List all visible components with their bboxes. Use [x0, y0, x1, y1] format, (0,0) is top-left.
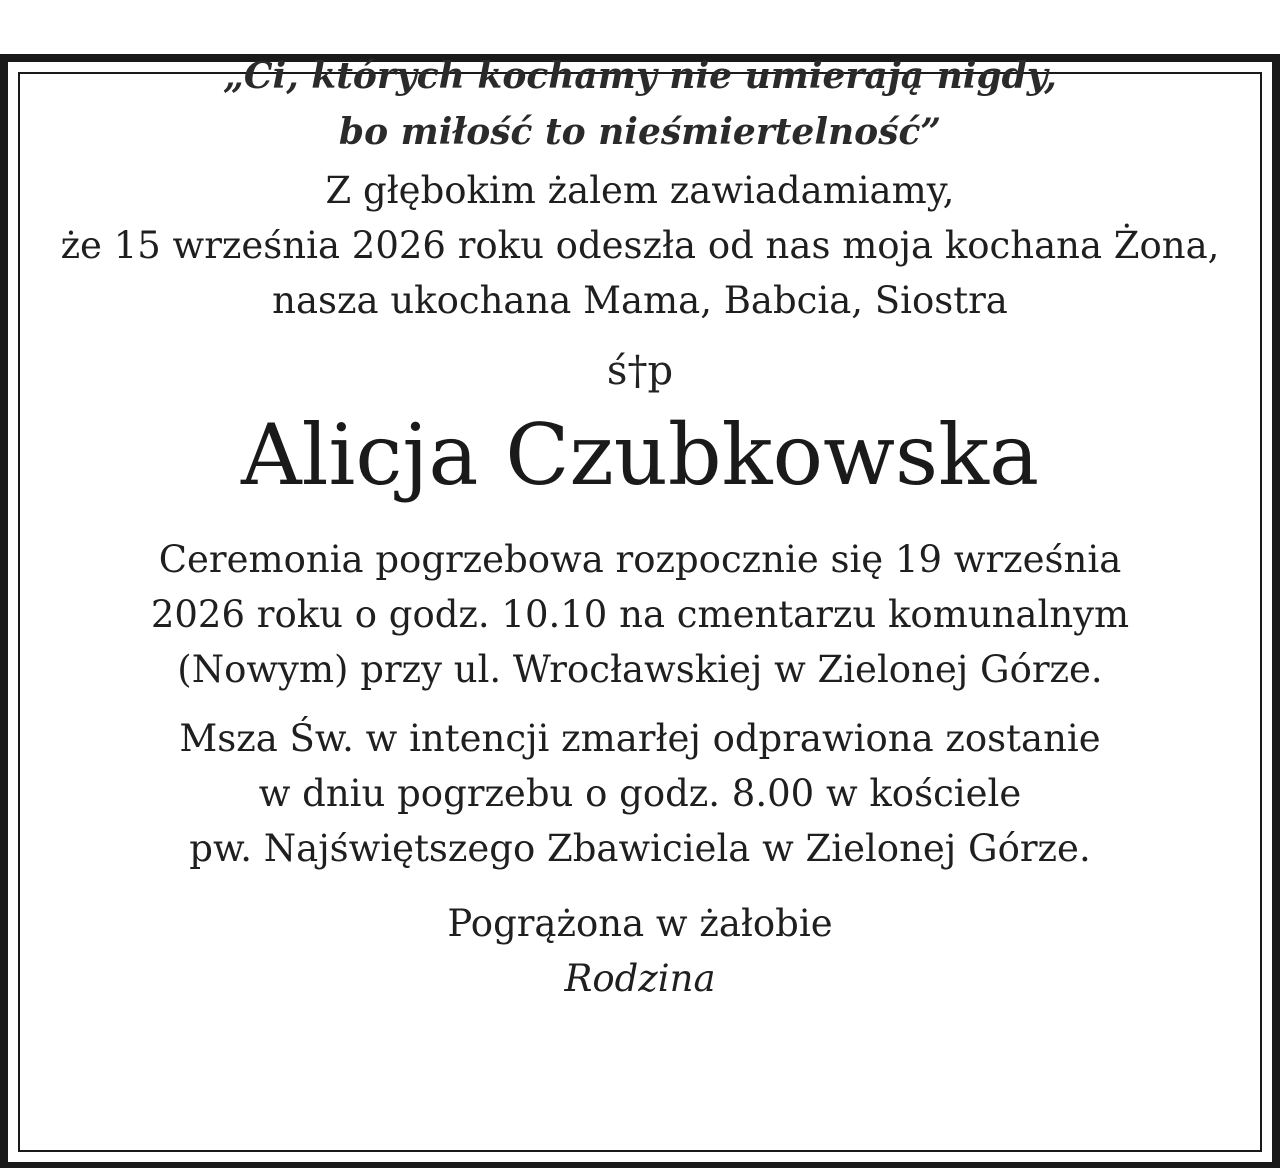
quote-line-2: bo miłość to nieśmiertelność”	[338, 111, 942, 153]
announcement	[0, 163, 1280, 328]
memorial-quote	[0, 48, 1280, 160]
announcement-line-3: nasza ukochana Mama, Babcia, Siostra	[272, 279, 1008, 322]
stp-marker: ś†p	[606, 348, 674, 394]
ceremony-info	[0, 532, 1280, 697]
mass-line-3: pw. Najświętszego Zbawiciela w Zielonej Górze.	[189, 827, 1091, 870]
family-signature: Rodzina	[564, 957, 716, 1000]
announcement-line-1: Z głębokim żalem zawiadamiamy,	[325, 169, 955, 212]
ceremony-line-1: Ceremonia pogrzebowa rozpocznie się 19 września	[158, 538, 1122, 581]
deceased-name: Alicja Czubkowska	[240, 406, 1040, 504]
ceremony-line-2: 2026 roku o godz. 10.10 na cmentarzu komunalnym	[150, 593, 1130, 636]
mass-line-2: w dniu pogrzebu o godz. 8.00 w kościele	[258, 772, 1022, 815]
obituary-content	[0, 48, 1280, 1006]
quote-line-1: „Ci, których kochamy nie umierają nigdy,	[223, 55, 1057, 97]
ceremony-line-3: (Nowym) przy ul. Wrocławskiej w Zielonej Górze.	[177, 648, 1103, 691]
mourning-text: Pogrążona w żałobie	[447, 902, 833, 945]
announcement-line-2: że 15 września 2026 roku odeszła od nas moja kochana Żona,	[60, 224, 1220, 267]
closing	[0, 896, 1280, 1006]
mass-info	[0, 711, 1280, 876]
mass-line-1: Msza Św. w intencji zmarłej odprawiona zostanie	[179, 717, 1101, 760]
